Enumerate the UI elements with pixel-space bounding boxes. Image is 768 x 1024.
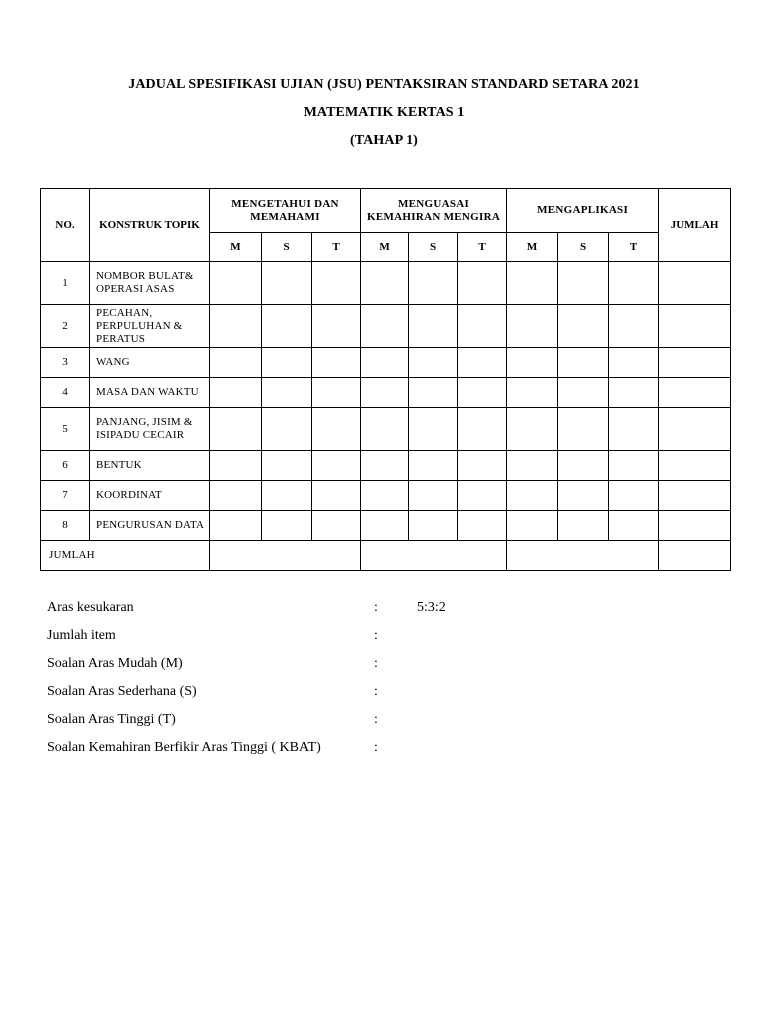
empty-cell bbox=[312, 378, 361, 408]
empty-cell bbox=[458, 305, 507, 348]
empty-cell bbox=[262, 305, 312, 348]
empty-cell bbox=[361, 451, 409, 481]
empty-cell bbox=[558, 378, 609, 408]
empty-cell bbox=[558, 451, 609, 481]
info-colon: : bbox=[374, 740, 378, 755]
empty-cell bbox=[210, 481, 262, 511]
empty-cell bbox=[507, 262, 558, 305]
info-value: 5:3:2 bbox=[417, 600, 446, 615]
info-colon: : bbox=[374, 656, 378, 671]
empty-cell bbox=[210, 262, 262, 305]
info-label: Jumlah item bbox=[47, 628, 116, 643]
empty-cell bbox=[609, 408, 659, 451]
row-topic: PECAHAN, PERPULUHAN & PERATUS bbox=[90, 305, 210, 348]
empty-cell bbox=[409, 451, 458, 481]
empty-cell bbox=[458, 481, 507, 511]
info-colon: : bbox=[374, 684, 378, 699]
info-label: Soalan Kemahiran Berfikir Aras Tinggi ( KBAT) bbox=[47, 740, 321, 755]
empty-cell bbox=[558, 511, 609, 541]
table-row bbox=[41, 378, 731, 408]
empty-cell bbox=[361, 408, 409, 451]
group-menguasai-header: MENGUASAI KEMAHIRAN MENGIRA bbox=[361, 189, 507, 233]
empty-cell bbox=[558, 348, 609, 378]
sub-header: T bbox=[609, 233, 659, 262]
empty-cell bbox=[507, 408, 558, 451]
empty-cell bbox=[409, 481, 458, 511]
empty-cell bbox=[210, 378, 262, 408]
row-number: 8 bbox=[41, 511, 90, 541]
document-title: JADUAL SPESIFIKASI UJIAN (JSU) PENTAKSIRAN STANDARD SETARA 2021 bbox=[128, 77, 640, 92]
empty-cell bbox=[312, 262, 361, 305]
empty-cell bbox=[361, 378, 409, 408]
row-topic: MASA DAN WAKTU bbox=[90, 378, 210, 408]
group-mengetahui-header: MENGETAHUI DAN MEMAHAMI bbox=[210, 189, 361, 233]
row-number: 4 bbox=[41, 378, 90, 408]
empty-cell bbox=[458, 408, 507, 451]
jsu-table bbox=[40, 188, 731, 571]
empty-cell bbox=[312, 481, 361, 511]
empty-cell bbox=[558, 305, 609, 348]
row-number: 3 bbox=[41, 348, 90, 378]
info-label: Soalan Aras Tinggi (T) bbox=[47, 712, 176, 727]
table-row bbox=[41, 451, 731, 481]
empty-cell bbox=[659, 511, 731, 541]
sub-header: S bbox=[558, 233, 609, 262]
empty-cell bbox=[210, 408, 262, 451]
empty-cell bbox=[409, 511, 458, 541]
empty-cell bbox=[409, 305, 458, 348]
empty-cell bbox=[210, 511, 262, 541]
sub-header: M bbox=[507, 233, 558, 262]
empty-cell bbox=[558, 408, 609, 451]
col-topic-header: KONSTRUK TOPIK bbox=[90, 189, 210, 262]
empty-cell bbox=[659, 378, 731, 408]
empty-cell bbox=[558, 262, 609, 305]
empty-cell bbox=[210, 451, 262, 481]
empty-cell bbox=[659, 348, 731, 378]
empty-cell bbox=[262, 451, 312, 481]
empty-cell bbox=[361, 511, 409, 541]
row-number: 5 bbox=[41, 408, 90, 451]
empty-cell bbox=[507, 305, 558, 348]
empty-cell bbox=[262, 262, 312, 305]
sub-header: M bbox=[361, 233, 409, 262]
empty-cell bbox=[312, 451, 361, 481]
empty-cell bbox=[609, 378, 659, 408]
info-label: Aras kesukaran bbox=[47, 600, 134, 615]
info-colon: : bbox=[374, 628, 378, 643]
total-label: JUMLAH bbox=[41, 541, 210, 571]
empty-cell bbox=[458, 262, 507, 305]
empty-cell bbox=[262, 408, 312, 451]
table-row bbox=[41, 408, 731, 451]
empty-cell bbox=[507, 451, 558, 481]
row-topic: KOORDINAT bbox=[90, 481, 210, 511]
empty-cell bbox=[558, 481, 609, 511]
empty-cell bbox=[507, 348, 558, 378]
header-row bbox=[41, 189, 731, 233]
info-label: Soalan Aras Mudah (M) bbox=[47, 656, 183, 671]
table-row bbox=[41, 262, 731, 305]
empty-cell bbox=[659, 262, 731, 305]
empty-cell bbox=[507, 511, 558, 541]
empty-cell bbox=[409, 348, 458, 378]
empty-cell bbox=[312, 408, 361, 451]
info-colon: : bbox=[374, 712, 378, 727]
row-topic: NOMBOR BULAT& OPERASI ASAS bbox=[90, 262, 210, 305]
empty-cell bbox=[210, 305, 262, 348]
empty-cell bbox=[659, 451, 731, 481]
total-cell bbox=[659, 541, 731, 571]
empty-cell bbox=[609, 481, 659, 511]
empty-cell bbox=[262, 378, 312, 408]
col-total-header: JUMLAH bbox=[659, 189, 731, 262]
empty-cell bbox=[409, 262, 458, 305]
empty-cell bbox=[361, 305, 409, 348]
empty-cell bbox=[609, 262, 659, 305]
sub-header: S bbox=[262, 233, 312, 262]
row-number: 7 bbox=[41, 481, 90, 511]
info-colon: : bbox=[374, 600, 378, 615]
total-cell bbox=[210, 541, 361, 571]
empty-cell bbox=[458, 451, 507, 481]
empty-cell bbox=[409, 378, 458, 408]
empty-cell bbox=[609, 511, 659, 541]
total-cell bbox=[507, 541, 659, 571]
empty-cell bbox=[361, 481, 409, 511]
empty-cell bbox=[507, 481, 558, 511]
empty-cell bbox=[659, 305, 731, 348]
row-topic: PENGURUSAN DATA bbox=[90, 511, 210, 541]
row-number: 2 bbox=[41, 305, 90, 348]
empty-cell bbox=[609, 305, 659, 348]
empty-cell bbox=[609, 451, 659, 481]
row-number: 6 bbox=[41, 451, 90, 481]
empty-cell bbox=[409, 408, 458, 451]
total-row bbox=[41, 541, 731, 571]
empty-cell bbox=[458, 378, 507, 408]
empty-cell bbox=[507, 378, 558, 408]
table-row bbox=[41, 305, 731, 348]
empty-cell bbox=[458, 511, 507, 541]
table-row bbox=[41, 511, 731, 541]
table-row bbox=[41, 348, 731, 378]
empty-cell bbox=[659, 408, 731, 451]
document-subtitle: MATEMATIK KERTAS 1 bbox=[303, 105, 465, 120]
total-cell bbox=[361, 541, 507, 571]
sub-header: T bbox=[312, 233, 361, 262]
sub-header: T bbox=[458, 233, 507, 262]
empty-cell bbox=[262, 511, 312, 541]
col-no-header: NO. bbox=[41, 189, 90, 262]
empty-cell bbox=[312, 511, 361, 541]
empty-cell bbox=[312, 305, 361, 348]
row-topic: PANJANG, JISIM & ISIPADU CECAIR bbox=[90, 408, 210, 451]
document-level: (TAHAP 1) bbox=[350, 133, 418, 148]
group-mengaplikasi-header: MENGAPLIKASI bbox=[507, 189, 659, 233]
empty-cell bbox=[312, 348, 361, 378]
row-topic: BENTUK bbox=[90, 451, 210, 481]
empty-cell bbox=[361, 348, 409, 378]
empty-cell bbox=[262, 348, 312, 378]
empty-cell bbox=[210, 348, 262, 378]
empty-cell bbox=[609, 348, 659, 378]
empty-cell bbox=[659, 481, 731, 511]
row-topic: WANG bbox=[90, 348, 210, 378]
empty-cell bbox=[361, 262, 409, 305]
empty-cell bbox=[458, 348, 507, 378]
row-number: 1 bbox=[41, 262, 90, 305]
table-row bbox=[41, 481, 731, 511]
info-label: Soalan Aras Sederhana (S) bbox=[47, 684, 197, 699]
empty-cell bbox=[262, 481, 312, 511]
sub-header: M bbox=[210, 233, 262, 262]
sub-header: S bbox=[409, 233, 458, 262]
